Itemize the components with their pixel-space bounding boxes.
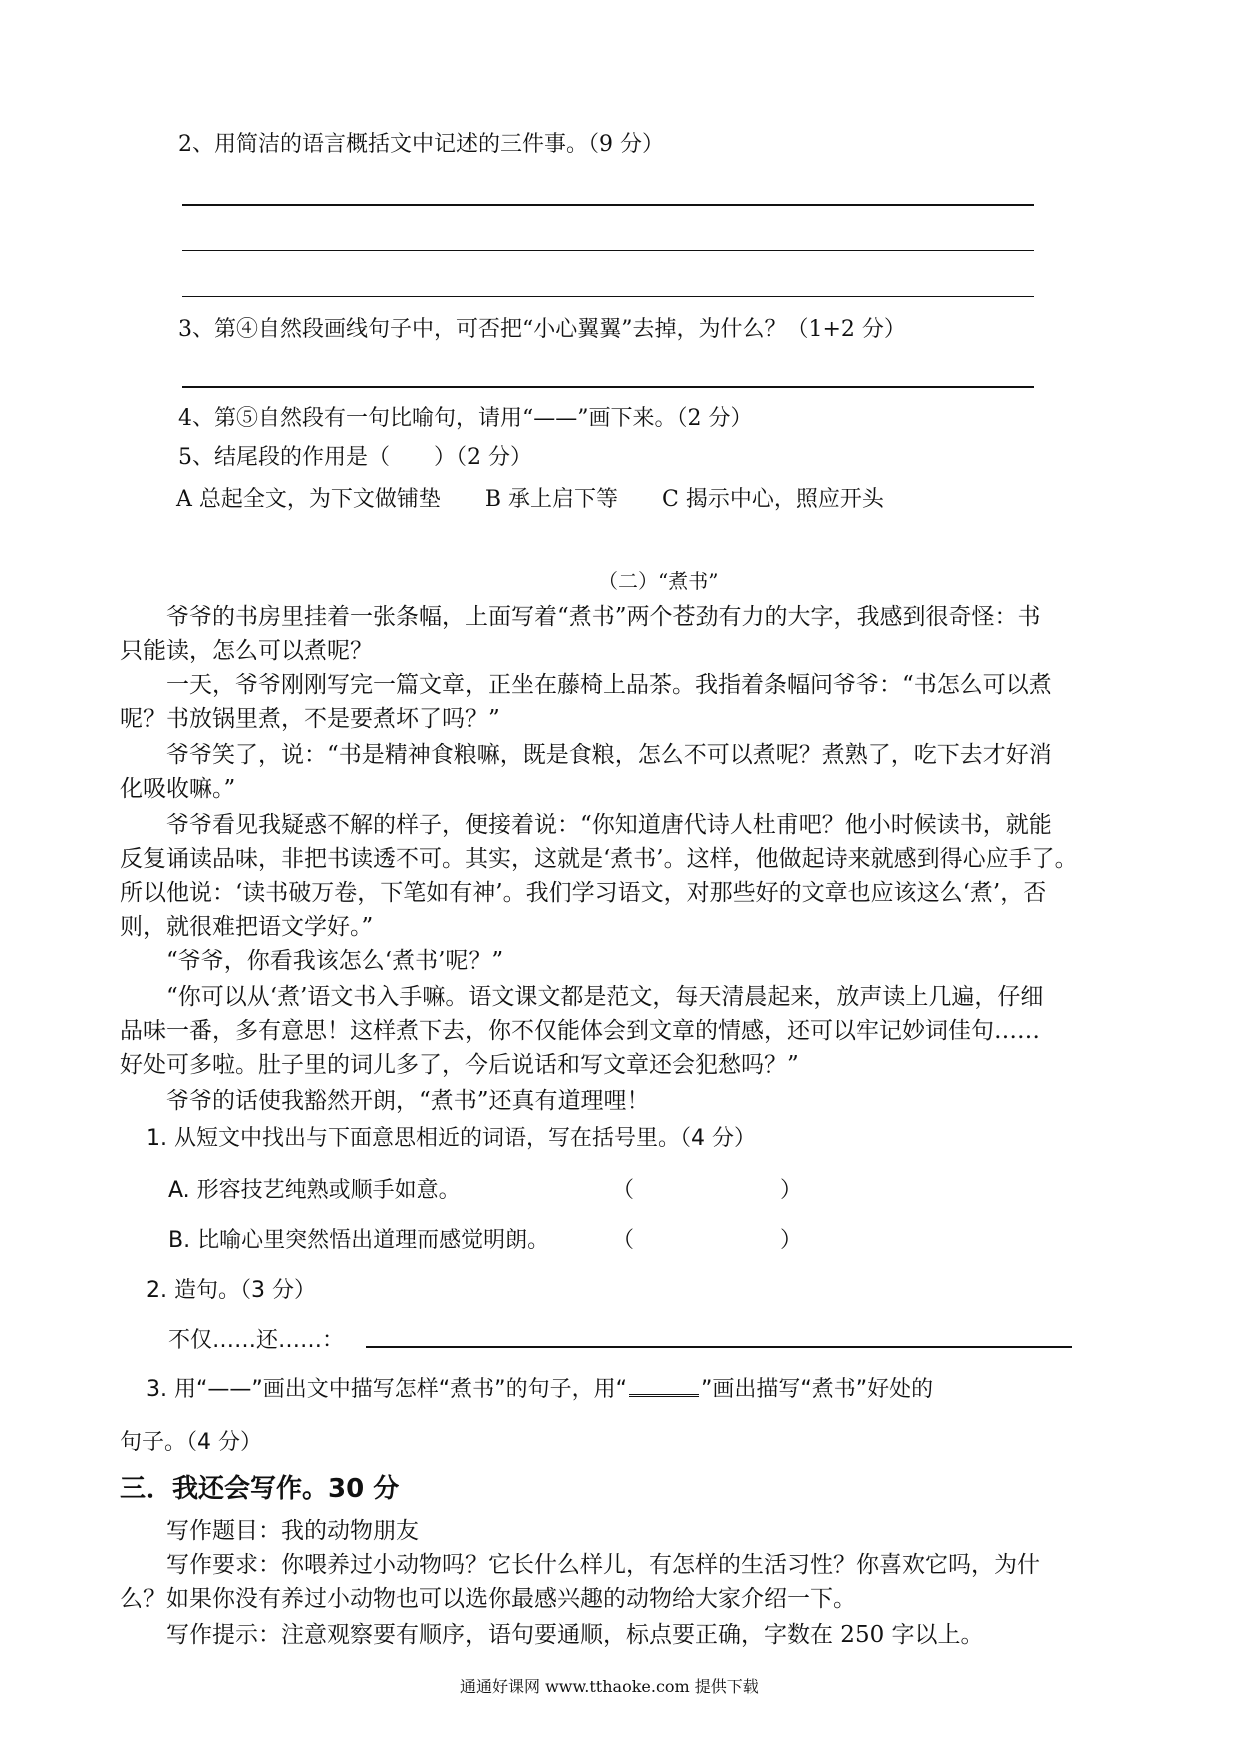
passage-line: 呢？书放锅里煮，不是要煮坏了吗？” [120,706,500,732]
passage-line: 爷爷看见我疑惑不解的样子，便接着说：“你知道唐代诗人杜甫吧？他小时候读书，就能 [166,812,1052,838]
sentence-question: 2. 造句。（3 分） [146,1278,316,1303]
answer-line-1[interactable] [182,204,1034,206]
passage-line: 反复诵读品味，非把书读透不可。其实，这就是‘煮书’。这样，他做起诗来就感到得心应手了。 [120,846,1078,872]
sentence-prompt: 不仅……还……： [168,1328,345,1353]
underline-question-part1: 3. 用“——”画出文中描写怎样“煮书”的句子，用“ [146,1377,627,1402]
passage-line: 所以他说：‘读书破万卷，下笔如有神’。我们学习语文，对那些好的文章也应该这么‘煮’，否 [120,880,1047,906]
question-5-options: A 总起全文，为下文做铺垫 B 承上启下等 C 揭示中心，照应开头 [176,487,884,512]
passage-title: （二）“煮书” [598,569,719,593]
underline-question [146,1375,933,1405]
vocab-item-b: B. 比喻心里突然悟出道理而感觉明朗。 [168,1228,550,1253]
underline-question-line2: 句子。（4 分） [120,1430,262,1455]
question-4: 4、第⑤自然段有一句比喻句，请用“——”画下来。（2 分） [178,406,753,431]
question-2: 2、用简洁的语言概括文中记述的三件事。（9 分） [178,132,664,157]
writing-requirement-line2: 么？如果你没有养过小动物也可以选你最感兴趣的动物给大家介绍一下。 [120,1586,856,1612]
writing-heading: 三．我还会写作。30 分 [120,1474,400,1504]
passage-line: “爷爷，你看我该怎么‘煮书’呢？” [166,948,504,974]
passage-line: 爷爷笑了，说：“书是精神食粮嘛，既是食粮，怎么不可以煮呢？煮熟了，吃下去才好消 [166,742,1052,768]
writing-tips: 写作提示：注意观察要有顺序，语句要通顺，标点要正确，字数在 250 字以上。 [166,1622,984,1648]
answer-line-q3[interactable] [182,386,1034,388]
passage-line: 品味一番，多有意思！这样煮下去，你不仅能体会到文章的情感，还可以牢记妙词佳句…… [120,1018,1040,1044]
question-3: 3、第④自然段画线句子中，可否把“小心翼翼”去掉，为什么？（1+2 分） [178,317,906,342]
paren-open-a: （ [612,1178,635,1203]
page-footer: 通通好课网 www.tthaoke.com 提供下载 [460,1677,759,1696]
vocab-item-a: A. 形容技艺纯熟或顺手如意。 [168,1178,461,1203]
passage-line: 爷爷的话使我豁然开朗，“煮书”还真有道理哩！ [166,1088,650,1114]
answer-line-3[interactable] [182,296,1034,297]
underline-question-part2: ”画出描写“煮书”好处的 [700,1377,934,1402]
sentence-answer-line[interactable] [366,1346,1072,1348]
passage-line: 则，就很难把语文学好。” [120,914,374,940]
writing-requirement-line1: 写作要求：你喂养过小动物吗？它长什么样儿，有怎样的生活习性？你喜欢它吗，为什 [166,1552,1040,1578]
paren-close-b: ） [780,1228,803,1253]
passage-line: 化吸收嘛。” [120,776,236,802]
answer-line-2[interactable] [182,250,1034,251]
question-5: 5、结尾段的作用是（ ）（2 分） [178,445,532,470]
paren-close-a: ） [780,1178,803,1203]
writing-topic: 写作题目：我的动物朋友 [166,1518,419,1544]
passage-line: 好处可多啦。肚子里的词儿多了，今后说话和写文章还会犯愁吗？” [120,1052,799,1078]
passage-line: 一天，爷爷刚刚写完一篇文章，正坐在藤椅上品茶。我指着条幅问爷爷：“书怎么可以煮 [166,672,1052,698]
vocab-question: 1. 从短文中找出与下面意思相近的词语，写在括号里。（4 分） [146,1126,756,1151]
passage-line: 爷爷的书房里挂着一张条幅，上面写着“煮书”两个苍劲有力的大字，我感到很奇怪：书 [166,604,1041,630]
passage-line: 只能读，怎么可以煮呢？ [120,638,373,664]
passage-line: “你可以从‘煮’语文书入手嘛。语文课文都是范文，每天清晨起来，放声读上几遍，仔细 [166,984,1044,1010]
wavy-line-mark [629,1384,699,1397]
paren-open-b: （ [612,1228,635,1253]
